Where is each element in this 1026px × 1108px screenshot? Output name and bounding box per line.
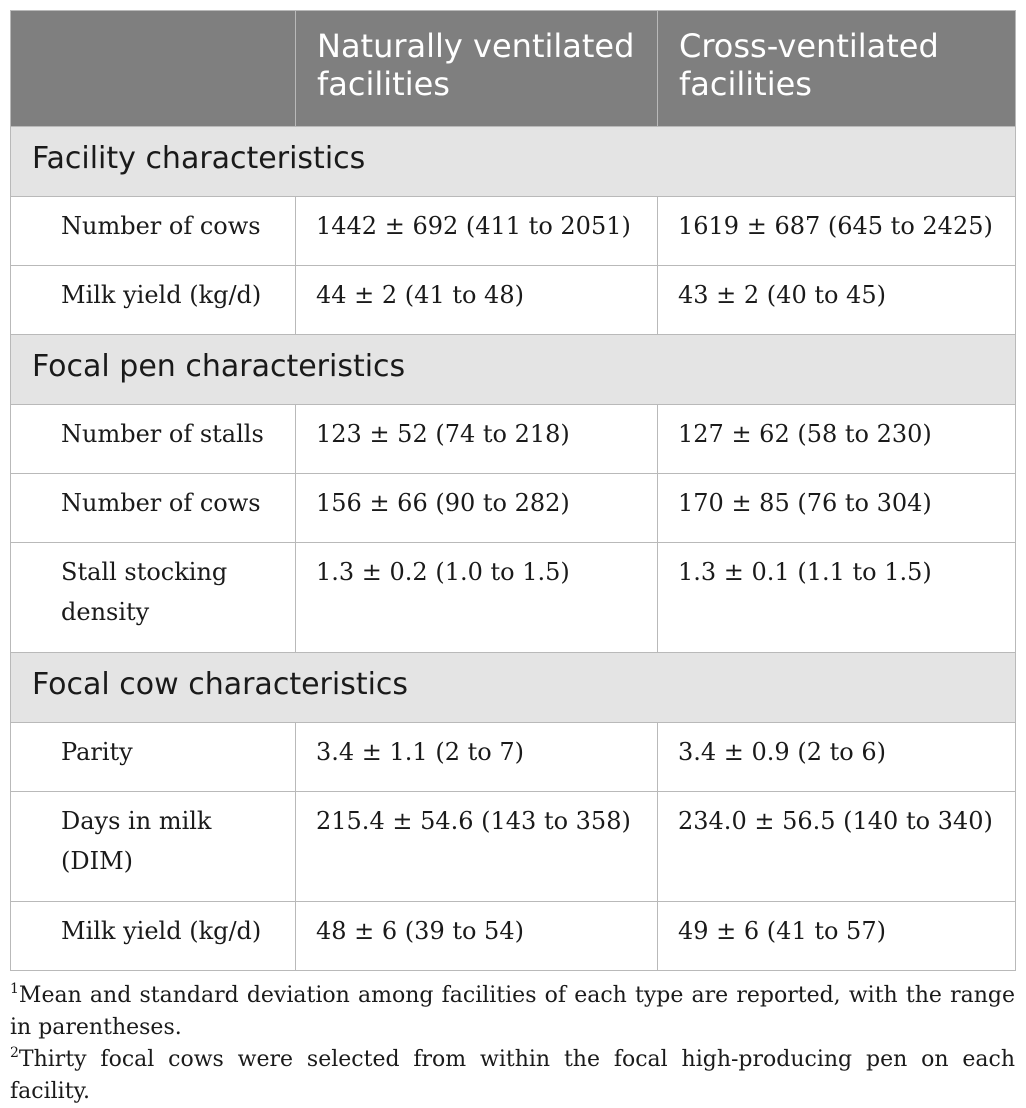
row-label: Number of stalls bbox=[11, 405, 296, 474]
cross-value: 234.0 ± 56.5 (140 to 340) bbox=[658, 792, 1016, 902]
footnote bbox=[10, 980, 1015, 1044]
cross-value: 49 ± 6 (41 to 57) bbox=[658, 902, 1016, 971]
table-row bbox=[11, 405, 1016, 474]
row-label: Milk yield (kg/d) bbox=[11, 902, 296, 971]
table-container bbox=[10, 10, 1015, 1108]
row-label: Milk yield (kg/d) bbox=[11, 266, 296, 335]
section-title: Facility characteristics bbox=[11, 127, 1016, 197]
table-row bbox=[11, 474, 1016, 543]
table-row bbox=[11, 902, 1016, 971]
row-label: Number of cows bbox=[11, 474, 296, 543]
natural-value: 156 ± 66 (90 to 282) bbox=[296, 474, 658, 543]
header-row bbox=[11, 11, 1016, 127]
table-footnotes bbox=[10, 980, 1015, 1108]
section-row bbox=[11, 127, 1016, 197]
cross-value: 170 ± 85 (76 to 304) bbox=[658, 474, 1016, 543]
cross-value: 1.3 ± 0.1 (1.1 to 1.5) bbox=[658, 543, 1016, 653]
footnote-text: Thirty focal cows were selected from within the focal high-producing pen on each facility. bbox=[10, 1047, 1015, 1104]
natural-value: 48 ± 6 (39 to 54) bbox=[296, 902, 658, 971]
table-row bbox=[11, 723, 1016, 792]
facility-comparison-table bbox=[10, 10, 1016, 971]
section-row bbox=[11, 653, 1016, 723]
table-row bbox=[11, 266, 1016, 335]
footnote bbox=[10, 1044, 1015, 1108]
table-row bbox=[11, 197, 1016, 266]
footnote-marker: 2 bbox=[10, 1045, 19, 1061]
cross-value: 43 ± 2 (40 to 45) bbox=[658, 266, 1016, 335]
row-label: Number of cows bbox=[11, 197, 296, 266]
row-label: Stall stocking density bbox=[11, 543, 296, 653]
table-row bbox=[11, 543, 1016, 653]
natural-value: 1442 ± 692 (411 to 2051) bbox=[296, 197, 658, 266]
cross-value: 3.4 ± 0.9 (2 to 6) bbox=[658, 723, 1016, 792]
natural-value: 123 ± 52 (74 to 218) bbox=[296, 405, 658, 474]
natural-value: 215.4 ± 54.6 (143 to 358) bbox=[296, 792, 658, 902]
natural-value: 1.3 ± 0.2 (1.0 to 1.5) bbox=[296, 543, 658, 653]
cross-value: 127 ± 62 (58 to 230) bbox=[658, 405, 1016, 474]
cross-value: 1619 ± 687 (645 to 2425) bbox=[658, 197, 1016, 266]
natural-value: 44 ± 2 (41 to 48) bbox=[296, 266, 658, 335]
footnote-marker: 1 bbox=[10, 981, 19, 997]
row-label: Days in milk (DIM) bbox=[11, 792, 296, 902]
section-title: Focal pen characteristics bbox=[11, 335, 1016, 405]
header-cross-ventilated: Cross-ventilated facilities bbox=[658, 11, 1016, 127]
section-row bbox=[11, 335, 1016, 405]
header-blank bbox=[11, 11, 296, 127]
natural-value: 3.4 ± 1.1 (2 to 7) bbox=[296, 723, 658, 792]
table-row bbox=[11, 792, 1016, 902]
header-naturally-ventilated: Naturally ventilated facilities bbox=[296, 11, 658, 127]
footnote-text: Mean and standard deviation among facilities of each type are reported, with the range in parentheses. bbox=[10, 983, 1015, 1040]
row-label: Parity bbox=[11, 723, 296, 792]
section-title: Focal cow characteristics bbox=[11, 653, 1016, 723]
